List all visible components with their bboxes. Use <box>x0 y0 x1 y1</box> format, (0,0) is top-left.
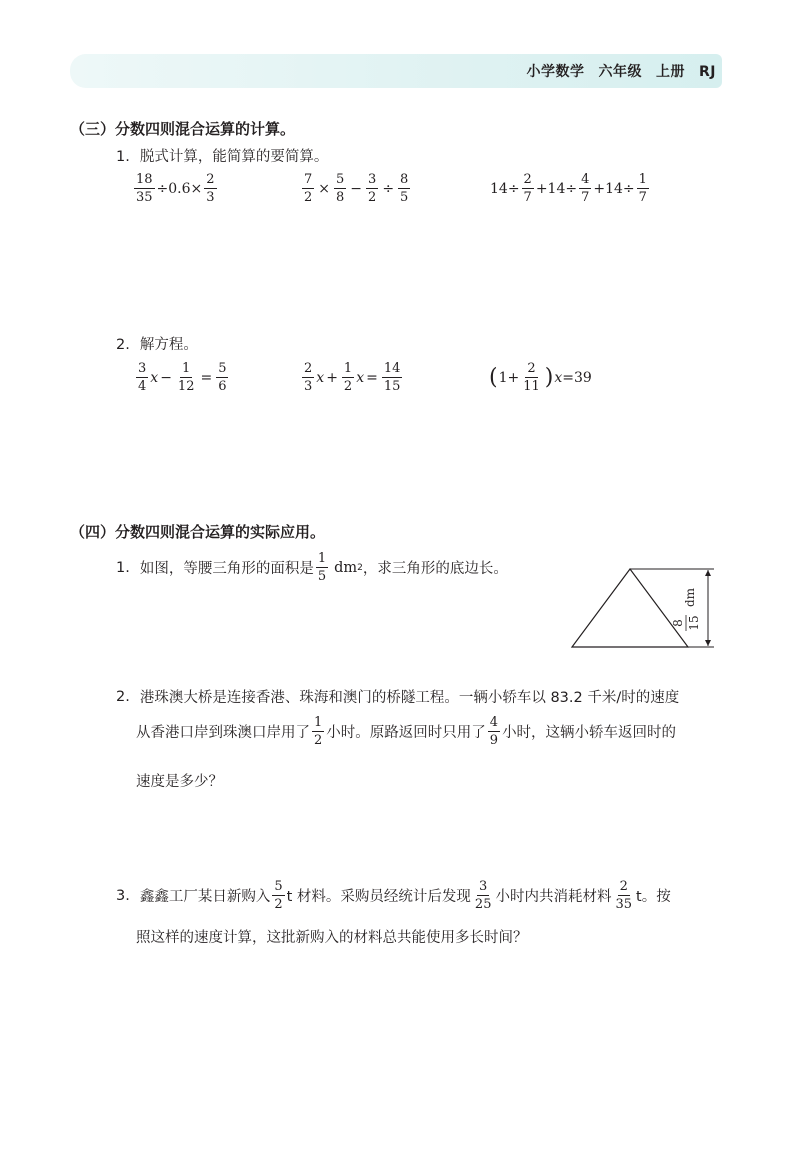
fraction: $\frac{2}{3}$ <box>206 172 215 205</box>
triangle-figure <box>568 565 722 653</box>
fraction: $\frac{3}{25}$ <box>474 879 492 912</box>
s3-q2-text: 解方程。 <box>139 337 198 353</box>
s4-q2-label: 2. <box>116 688 130 705</box>
fraction: $\frac{1}{2}$ <box>314 715 323 748</box>
fraction: $\frac{2}{3}$ <box>304 361 313 394</box>
header-subject: 小学数学 <box>526 64 585 80</box>
s4-q3-line-2: 照这样的速度计算，这批新购入的材料总共能使用多长时间？ <box>136 930 528 946</box>
fraction: $\frac{1}{5}$ <box>317 551 327 584</box>
header-edition: RJ <box>699 64 716 80</box>
height-unit: dm <box>683 587 697 607</box>
fraction: $\frac{3}{2}$ <box>368 172 377 205</box>
fraction: $\frac{7}{2}$ <box>304 172 313 205</box>
s4-q2-line-3: 速度是多少？ <box>136 774 223 790</box>
fraction: $\frac{5}{8}$ <box>336 172 345 205</box>
s3-q1-expr-3: 14÷ $\frac{2}{7}$ +14÷ $\frac{4}{7}$ +14÷ $\frac{1}{7}$ <box>490 172 647 205</box>
s4-q2-line-1: 2. 港珠澳大桥是连接香港、珠海和澳门的桥隧工程。一辆小轿车以 83.2 千米/时的速度 <box>116 688 680 706</box>
fraction: $\frac{4}{7}$ <box>581 172 590 205</box>
s3-q1-expr-1: $\frac{18}{35}$ ÷0.6× $\frac{2}{3}$ <box>136 172 215 205</box>
height-numerator: 8 <box>671 619 685 627</box>
header-grade: 六年级 <box>598 64 642 80</box>
fraction: $\frac{1}{7}$ <box>638 172 647 205</box>
s3-q2-eq-2: $\frac{2}{3}$ x + $\frac{1}{2}$ x = $\frac{14}{15}$ <box>304 361 401 394</box>
s3-q2-eq-3: ( 1+ $\frac{2}{11}$ ) x =39 <box>489 361 592 394</box>
s4-q2-line-2: 从香港口岸到珠澳口岸用了 $\frac{1}{2}$ 小时。原路返回时只用了 $\frac{4}{9}$ 小时，这辆小轿车返回时的 <box>136 715 677 748</box>
s3-q1-expr-2: $\frac{7}{2}$ × $\frac{5}{8}$ − $\frac{3}{2}$ ÷ $\frac{8}{5}$ <box>304 172 409 205</box>
s3-q2-prompt <box>116 333 198 354</box>
fraction: $\frac{3}{4}$ <box>138 361 147 394</box>
section-4-title: （四）分数四则混合运算的实际应用。 <box>70 523 326 541</box>
height-label <box>671 587 701 631</box>
s4-q1: 1. 如图，等腰三角形的面积是 $\frac{1}{5}$ dm 2 ，求三角形的底边长。 <box>116 551 508 584</box>
fraction: $\frac{18}{35}$ <box>136 172 153 205</box>
header-volume: 上册 <box>656 64 685 80</box>
arrow-up-icon <box>705 570 711 576</box>
fraction: $\frac{2}{35}$ <box>615 879 633 912</box>
fraction: $\frac{1}{12}$ <box>177 361 195 394</box>
s4-q3-label: 3. <box>116 887 130 904</box>
fraction: $\frac{8}{5}$ <box>400 172 409 205</box>
fraction: $\frac{5}{6}$ <box>218 361 227 394</box>
fraction: $\frac{5}{2}$ <box>274 879 283 912</box>
fraction: $\frac{2}{7}$ <box>523 172 532 205</box>
s3-q1-prompt <box>116 145 328 166</box>
fraction: $\frac{14}{15}$ <box>383 361 401 394</box>
s3-q2-eq-1: $\frac{3}{4}$ x − $\frac{1}{12}$ = $\frac{5}{6}$ <box>138 361 227 394</box>
isosceles-triangle <box>572 569 688 647</box>
s3-q1-text: 脱式计算，能简算的要简算。 <box>139 149 329 165</box>
fraction: $\frac{2}{11}$ <box>523 361 540 394</box>
s3-q2-label: 2. <box>116 337 130 353</box>
fraction: $\frac{4}{9}$ <box>489 715 499 748</box>
height-denominator: 15 <box>687 615 701 631</box>
arrow-down-icon <box>705 640 711 646</box>
section-3-title: （三）分数四则混合运算的计算。 <box>70 120 296 138</box>
s4-q1-label: 1. <box>116 559 130 576</box>
book-header <box>513 61 717 81</box>
s4-q3-line-1: 3. 鑫鑫工厂某日新购入 $\frac{5}{2}$ t 材料。采购员经统计后发现 $\frac{3}{25}$ 小时内共消耗材料 $\frac{2}{35}$ t。按 <box>116 879 671 912</box>
fraction: $\frac{1}{2}$ <box>343 361 353 394</box>
s3-q1-label: 1. <box>116 149 130 165</box>
